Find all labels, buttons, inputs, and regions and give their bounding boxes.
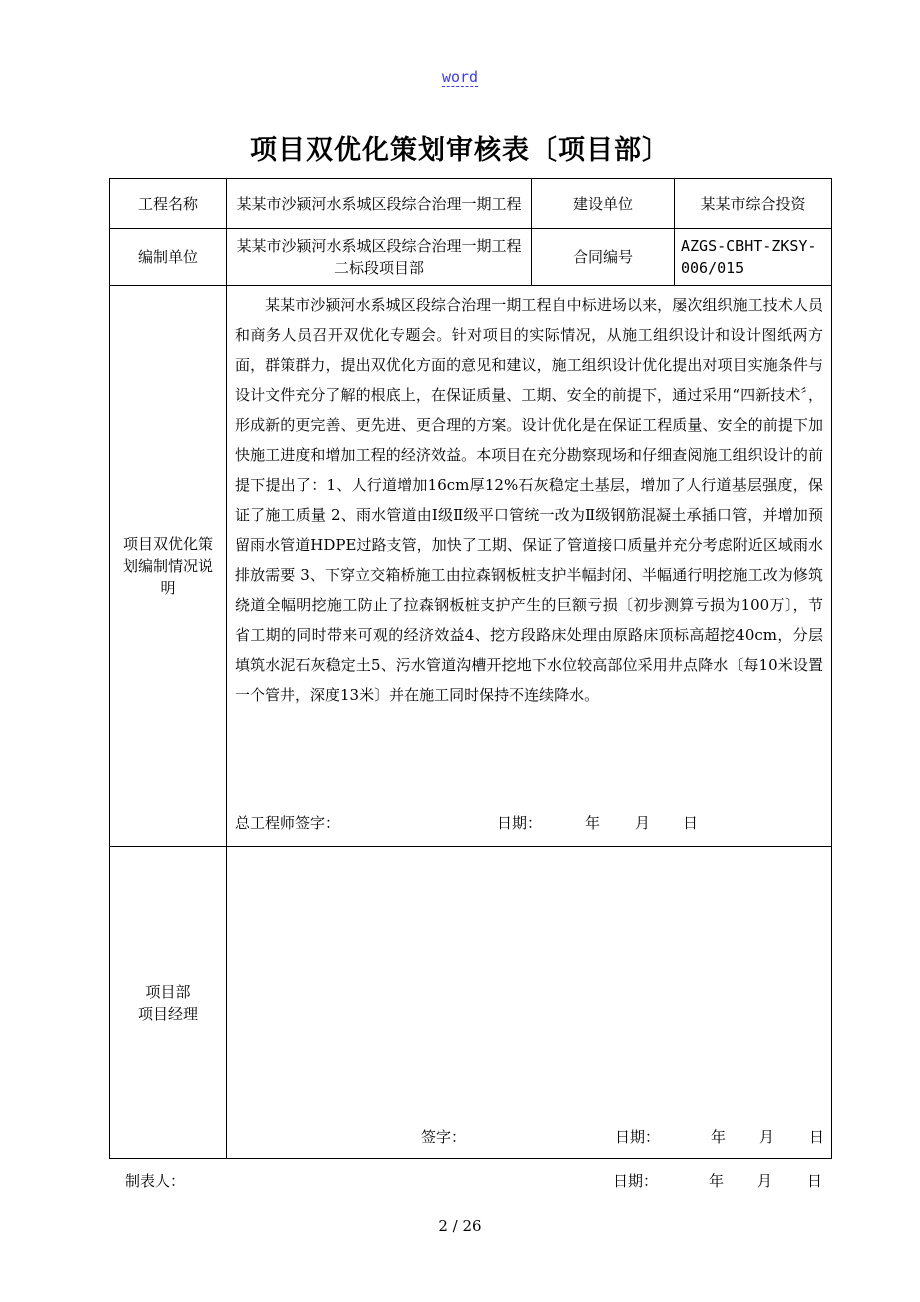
chief-month: 月 xyxy=(635,814,651,832)
maker-label: 制表人： xyxy=(125,1172,186,1190)
builder-label: 建设单位 xyxy=(532,179,675,229)
footer-year: 年 xyxy=(709,1172,725,1190)
pm-cell xyxy=(227,847,832,1159)
pm-month: 月 xyxy=(759,1128,775,1146)
project-name-value: 某某市沙颍河水系城区段综合治理一期工程 xyxy=(227,179,532,229)
footer-row xyxy=(109,1170,831,1194)
contract-value: AZGS-CBHT-ZKSY-006/015 xyxy=(675,229,832,286)
desc-cell xyxy=(227,286,832,847)
pm-label-line1: 项目部 xyxy=(145,982,191,1001)
pm-year: 年 xyxy=(711,1128,727,1146)
row-project-name xyxy=(110,179,832,229)
contract-label: 合同编号 xyxy=(532,229,675,286)
project-name-label: 工程名称 xyxy=(110,179,227,229)
pm-label xyxy=(110,847,227,1159)
pm-date-label: 日期： xyxy=(615,1128,661,1146)
header-link-text[interactable]: word xyxy=(441,68,479,86)
chief-year: 年 xyxy=(585,814,601,832)
page-number: 2 / 26 xyxy=(438,1217,482,1235)
footer-day: 日 xyxy=(807,1172,823,1190)
review-form-table xyxy=(109,178,832,1159)
pm-label-line2: 项目经理 xyxy=(137,1004,198,1023)
chief-sign-label: 总工程师签字： xyxy=(235,814,341,832)
compiler-value: 某某市沙颍河水系城区段综合治理一期工程二标段项目部 xyxy=(227,229,532,286)
footer-date-label: 日期： xyxy=(613,1172,659,1190)
row-project-manager xyxy=(110,847,832,1159)
chief-sign-row xyxy=(235,812,823,834)
row-description xyxy=(110,286,832,847)
chief-date-label: 日期： xyxy=(497,814,543,832)
chief-day: 日 xyxy=(683,814,699,832)
footer-month: 月 xyxy=(757,1172,773,1190)
row-compiler xyxy=(110,229,832,286)
builder-value: 某某市综合投资 xyxy=(675,179,832,229)
page-title: 项目双优化策划审核表〔项目部〕 xyxy=(250,135,670,166)
desc-text: 某某市沙颍河水系城区段综合治理一期工程自中标进场以来，屡次组织施工技术人员和商务人员召开双优化专题会。针对项目的实际情况，从施工组织设计和设计图纸两方面，群策群力，提出双优化方面的意见和建议，施工组织设计优化提出对项目实施条件与设计文件充分了解的根底上，在保证质量、工期、安全的前提下，通过采用“四新技术〞，形成新的更完善、更先进、更合理的方案。设计优化是在保证工程质量、安全的前提下加快施工进度和增加工程的经济效益。本项目在充分勘察现场和仔细查阅施工组织设计的前提下提出了：1、人行道增加16cm厚12%石灰稳定土基层，增加了人行道基层强度，保证了施工质量 2、雨水管道由Ⅰ级Ⅱ级平口管统一改为Ⅱ级钢筋混凝土承插口管，并增加预留雨水管道HDPE过路支管，加快了工期、保证了管道接口质量并充分考虑附近区域雨水排放需要 3、下穿立交箱桥施工由拉森钢板桩支护半幅封闭、半幅通行明挖施工改为修筑绕道全幅明挖施工防止了拉森钢板桩支护产生的巨额亏损〔初步测算亏损为100万〕，节省工期的同时带来可观的经济效益4、挖方段路床处理由原路床顶标高超挖40cm，分层填筑水泥石灰稳定土5、污水管道沟槽开挖地下水位较高部位采用井点降水〔每10米设置一个管井，深度13米〕并在施工同时保持不连续降水。 xyxy=(235,296,823,704)
pm-sign-row xyxy=(235,1126,823,1148)
pm-sign-label: 签字： xyxy=(421,1128,467,1146)
desc-label: 项目双优化策划编制情况说明 xyxy=(110,286,227,847)
compiler-label: 编制单位 xyxy=(110,229,227,286)
header-link[interactable] xyxy=(0,68,920,86)
pm-day: 日 xyxy=(809,1128,825,1146)
